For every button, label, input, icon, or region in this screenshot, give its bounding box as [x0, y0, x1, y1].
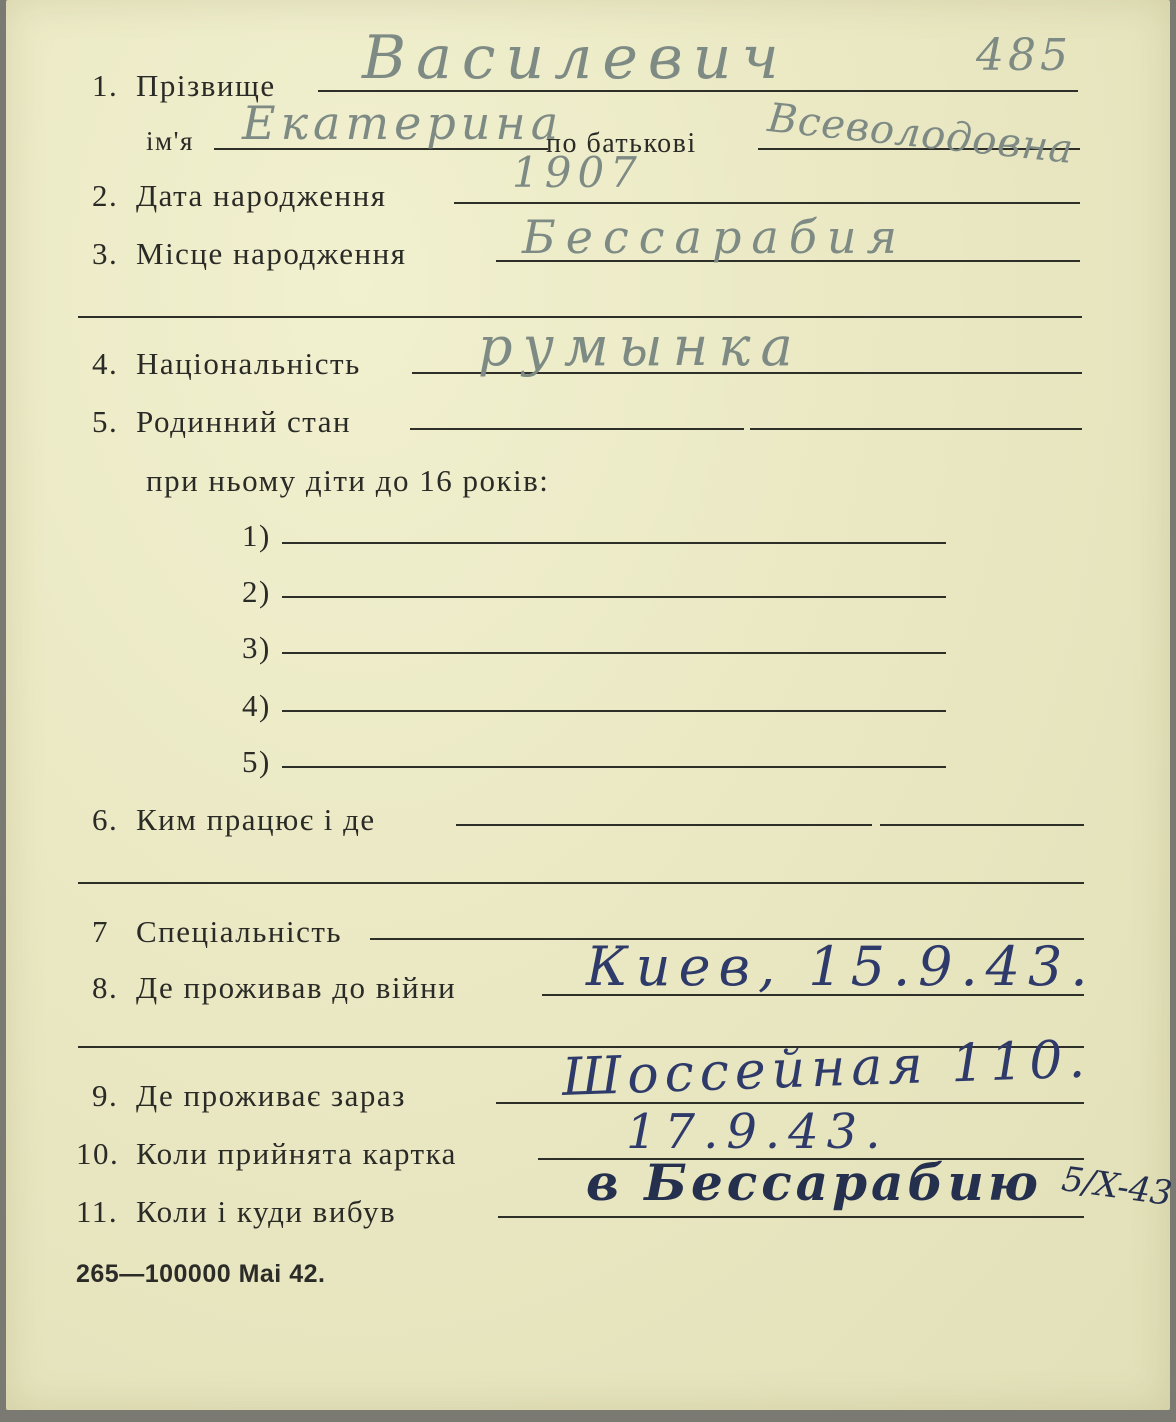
- hw-birth-place: Бессарабия: [522, 210, 908, 264]
- hw-patronymic: Всеволодовна: [765, 95, 1077, 173]
- children-label: при ньому діти до 16 років:: [146, 463, 550, 498]
- hw-first-name: Екатерина: [242, 96, 564, 150]
- hw-nationality: румынка: [478, 315, 803, 378]
- field-5-line-b: [750, 428, 1082, 430]
- field-1-number: 1.: [92, 68, 119, 103]
- child-2-line: [282, 596, 946, 598]
- child-5-number: 5): [242, 744, 271, 779]
- field-8-number: 8.: [92, 970, 119, 1005]
- child-3-line: [282, 652, 946, 654]
- child-1-number: 1): [242, 518, 271, 553]
- field-6-number: 6.: [92, 802, 119, 837]
- print-code: 265—100000 Mai 42.: [76, 1260, 326, 1288]
- field-6-line-b: [880, 824, 1084, 826]
- hw-departed: в Бессарабию: [586, 1153, 1042, 1212]
- field-4-number: 4.: [92, 346, 119, 381]
- field-8-label: Де проживав до війни: [136, 970, 457, 1005]
- field-4-label: Національність: [136, 346, 361, 381]
- first-name-label: ім'я: [146, 126, 194, 156]
- hw-surname: Василевич: [362, 23, 789, 93]
- child-4-line: [282, 710, 946, 712]
- hw-prewar-residence: Киев, 15.9.43.: [586, 935, 1096, 998]
- hw-record-number: 485: [976, 30, 1072, 81]
- field-11-label: Коли і куди вибув: [136, 1194, 397, 1229]
- patronymic-label: по батькові: [546, 128, 697, 159]
- field-3-number: 3.: [92, 236, 119, 271]
- child-4-number: 4): [242, 688, 271, 723]
- child-1-line: [282, 542, 946, 544]
- child-5-line: [282, 766, 946, 768]
- field-10-label: Коли прийнята картка: [136, 1136, 457, 1171]
- field-2-line: [454, 202, 1080, 204]
- hw-birth-year: 1907: [512, 148, 643, 197]
- child-3-number: 3): [242, 630, 271, 665]
- field-1-label: Прізвище: [136, 68, 276, 103]
- field-11-number: 11.: [76, 1194, 119, 1229]
- field-9-number: 9.: [92, 1078, 119, 1113]
- field-6-label: Ким працює і де: [136, 802, 376, 837]
- field-2-label: Дата народження: [136, 178, 387, 213]
- registration-card: [6, 0, 1175, 1410]
- field-6-extra-line: [78, 882, 1084, 884]
- field-2-number: 2.: [92, 178, 119, 213]
- field-7-label: Спеціальність: [136, 914, 343, 949]
- field-5-label: Родинний стан: [136, 404, 352, 439]
- field-3-label: Місце народження: [136, 236, 407, 271]
- field-9-label: Де проживає зараз: [136, 1078, 406, 1113]
- child-2-number: 2): [242, 574, 271, 609]
- field-6-line-a: [456, 824, 872, 826]
- field-5-number: 5.: [92, 404, 119, 439]
- field-5-line-a: [410, 428, 744, 430]
- hw-departed-date: 5/X-43: [1059, 1159, 1175, 1215]
- hw-card-accepted: 17.9.43.: [626, 1104, 889, 1160]
- field-11-line: [498, 1216, 1084, 1218]
- hw-current-address: Шоссейная 110.: [560, 1029, 1092, 1108]
- field-7-number: 7: [92, 914, 109, 949]
- field-10-number: 10.: [76, 1136, 120, 1171]
